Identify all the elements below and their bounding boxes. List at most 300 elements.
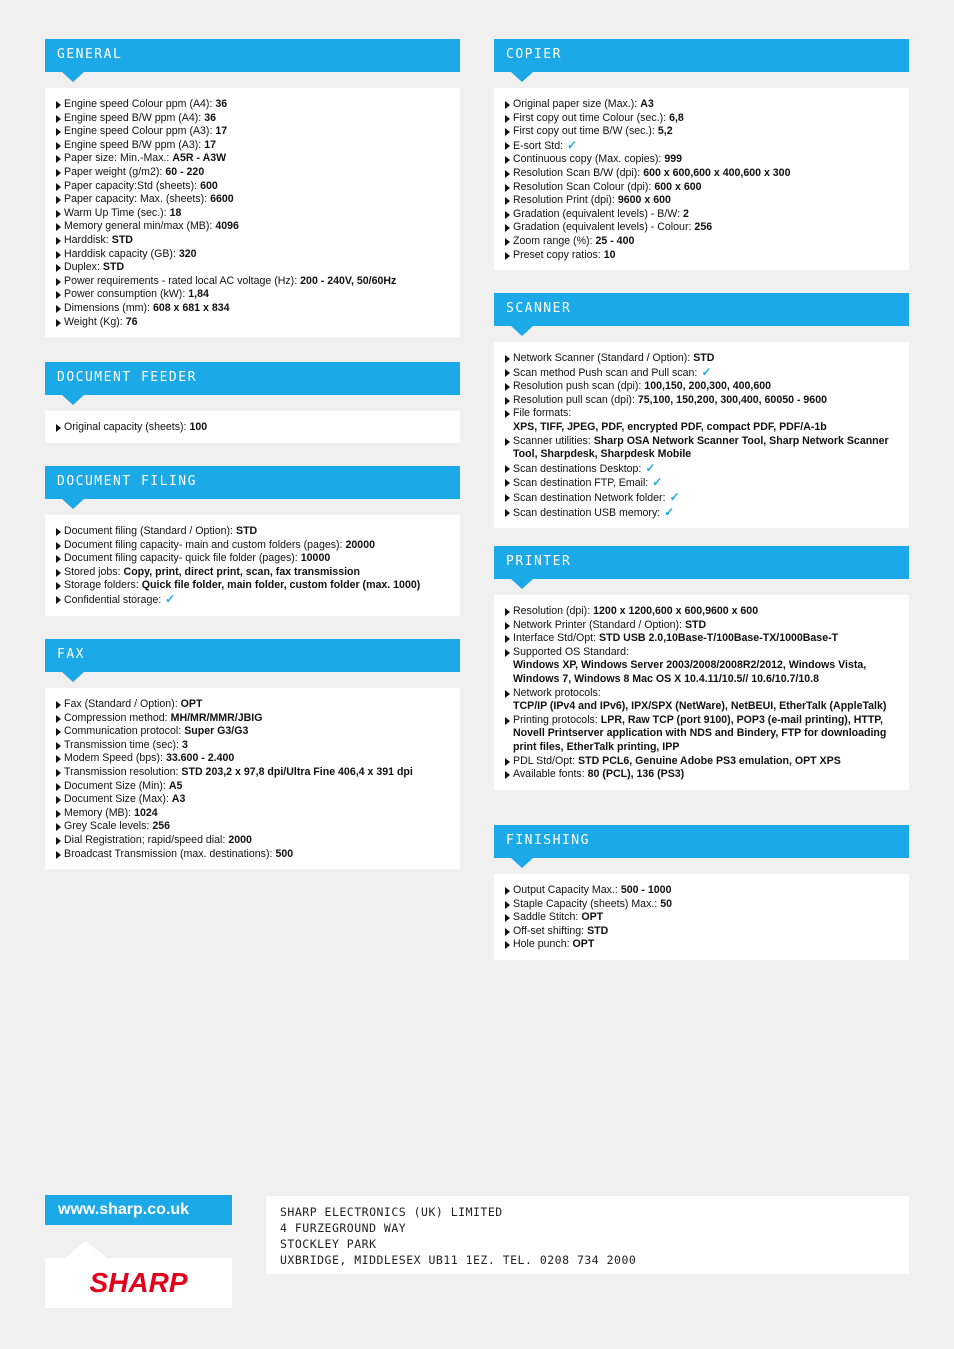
spec-label: E-sort Std: (513, 139, 564, 152)
spec-value: MH/MR/MMR/JBIG (170, 711, 263, 724)
spec-text (64, 566, 450, 580)
spec-value: 256 (152, 820, 171, 833)
checkmark-icon: ✓ (567, 137, 578, 152)
spec-label: Off-set shifting: (513, 924, 585, 937)
spec-value: STD (236, 525, 258, 537)
spec-label: Gradation (equivalent levels) - Colour: (513, 221, 692, 234)
spec-text (513, 139, 899, 154)
bullet-triangle-icon (55, 139, 64, 153)
bullet-triangle-icon (504, 125, 513, 139)
spec-value: 80 (PCL), 136 (PS3) (587, 768, 685, 781)
spec-label: Original capacity (sheets): (64, 421, 187, 433)
spec-value: 10000 (300, 552, 331, 565)
address-line: STOCKLEY PARK (280, 1237, 377, 1251)
spec-label: Confidential storage: (64, 593, 162, 606)
bullet-triangle-icon (55, 525, 64, 539)
spec-value: 33.600 - 2.400 (165, 752, 235, 765)
spec-text (513, 476, 899, 491)
spec-value: 6,8 (669, 111, 684, 124)
spec-text (64, 698, 450, 712)
spec-row (504, 687, 899, 714)
bullet-triangle-icon (504, 605, 513, 619)
spec-label: Warm Up Time (sec.): (64, 206, 167, 219)
spec-text (64, 834, 450, 848)
checkmark-icon: ✓ (645, 460, 656, 475)
spec-row (504, 249, 899, 263)
spec-row (55, 739, 450, 753)
bullet-triangle-icon (504, 714, 513, 755)
spec-row (504, 911, 899, 925)
spec-label: Hole punch: (513, 938, 570, 951)
spec-value: 2000 (228, 833, 252, 846)
spec-row (55, 539, 450, 553)
bullet-triangle-icon (55, 207, 64, 221)
spec-value: STD (684, 618, 707, 631)
bullet-triangle-icon (504, 208, 513, 222)
sharp-logo (45, 1258, 232, 1308)
spec-row (55, 780, 450, 794)
spec-text (64, 766, 450, 780)
spec-label: Power consumption (kW): (64, 288, 186, 301)
spec-text (513, 938, 899, 952)
spec-row (504, 380, 899, 394)
spec-text (64, 139, 450, 153)
spec-value: 500 (275, 847, 294, 860)
spec-text (64, 112, 450, 126)
spec-text (64, 193, 450, 207)
spec-value: 1024 (134, 806, 158, 819)
spec-row (504, 435, 899, 462)
spec-text (64, 848, 450, 862)
bullet-triangle-icon (504, 366, 513, 381)
spec-row (55, 316, 450, 330)
spec-value: 5,2 (657, 125, 673, 138)
spec-text (513, 181, 899, 195)
spec-row (55, 820, 450, 834)
spec-text (64, 725, 450, 739)
spec-label: Scan destinations Desktop: (513, 462, 642, 475)
spec-value: 36 (204, 111, 216, 124)
bullet-triangle-icon (55, 552, 64, 566)
spec-value: 608 x 681 x 834 (152, 301, 230, 314)
spec-list (45, 411, 460, 443)
bullet-triangle-icon (55, 539, 64, 553)
spec-label: Dimensions (mm): (64, 301, 150, 314)
spec-value: STD USB 2.0,10Base-T/100Base-TX/1000Base-T (599, 632, 839, 645)
spec-row (504, 394, 899, 408)
spec-row (55, 712, 450, 726)
bullet-triangle-icon (504, 139, 513, 154)
spec-label: Continuous copy (Max. copies): (513, 153, 662, 166)
bullet-triangle-icon (55, 248, 64, 262)
spec-text (64, 820, 450, 834)
bullet-triangle-icon (55, 848, 64, 862)
spec-value: STD (111, 233, 133, 246)
spec-label: Staple Capacity (sheets) Max.: (513, 897, 658, 910)
spec-value: 17 (204, 138, 216, 151)
spec-text (513, 352, 899, 366)
spec-row (504, 714, 899, 755)
checkmark-icon: ✓ (701, 364, 712, 379)
spec-row (55, 421, 450, 435)
spec-text (64, 539, 450, 553)
spec-label: Resolution push scan (dpi): (513, 380, 642, 393)
bullet-triangle-icon (504, 352, 513, 366)
spec-text (64, 579, 450, 593)
checkmark-icon: ✓ (652, 475, 663, 490)
section-general (45, 39, 460, 337)
section-header: DOCUMENT FILING (45, 466, 460, 499)
bullet-triangle-icon (504, 687, 513, 714)
spec-row (504, 925, 899, 939)
spec-label: Preset copy ratios: (513, 248, 601, 261)
bullet-triangle-icon (55, 579, 64, 593)
spec-row (55, 234, 450, 248)
spec-row (55, 552, 450, 566)
bullet-triangle-icon (55, 566, 64, 580)
spec-text (513, 435, 899, 462)
bullet-triangle-icon (504, 235, 513, 249)
spec-value: A3 (640, 98, 654, 110)
spec-row (55, 698, 450, 712)
spec-label: Printing protocols: (513, 713, 598, 726)
spec-text (513, 194, 899, 208)
spec-text (64, 780, 450, 794)
checkmark-icon: ✓ (165, 591, 176, 606)
bullet-triangle-icon (55, 166, 64, 180)
spec-text (64, 712, 450, 726)
bullet-triangle-icon (504, 181, 513, 195)
bullet-triangle-icon (504, 506, 513, 521)
spec-text (513, 911, 899, 925)
spec-label: Stored jobs: (64, 565, 121, 578)
bullet-triangle-icon (55, 834, 64, 848)
bullet-triangle-icon (55, 302, 64, 316)
spec-label: Document filing (Standard / Option): (64, 525, 233, 537)
spec-text (513, 125, 899, 139)
spec-list (494, 88, 909, 270)
spec-label: Scan destination USB memory: (513, 506, 661, 519)
spec-label: Original paper size (Max.): (513, 98, 638, 110)
bullet-triangle-icon (504, 938, 513, 952)
spec-value: 18 (169, 206, 182, 219)
spec-value: 3 (181, 738, 188, 751)
spec-label: Fax (Standard / Option): (64, 698, 178, 710)
spec-text (513, 925, 899, 939)
checkmark-icon: ✓ (664, 504, 675, 519)
spec-label: File formats: (513, 407, 572, 420)
spec-value: LPR, Raw TCP (port 9100), POP3 (e-mail printing), HTTP, Novell Printserver application with NDS and Bindery, FTP for downloading print files, EtherTalk printing, IPP (513, 713, 887, 753)
bullet-triangle-icon (504, 898, 513, 912)
spec-row (504, 619, 899, 633)
spec-row (55, 725, 450, 739)
bullet-triangle-icon (504, 435, 513, 462)
bullet-triangle-icon (55, 275, 64, 289)
spec-label: Available fonts: (513, 768, 585, 781)
spec-text (64, 793, 450, 807)
spec-row (504, 884, 899, 898)
spec-label: Resolution Print (dpi): (513, 194, 615, 207)
checkmark-icon: ✓ (669, 489, 680, 504)
spec-row (55, 220, 450, 234)
spec-value: 17 (215, 125, 228, 138)
spec-row (504, 755, 899, 769)
spec-row (504, 462, 899, 477)
bullet-triangle-icon (504, 98, 513, 112)
spec-label: Resolution (dpi): (513, 605, 591, 617)
address-line: SHARP ELECTRONICS (UK) LIMITED (280, 1205, 503, 1219)
spec-value: OPT (572, 938, 595, 951)
spec-label: Output Capacity Max.: (513, 884, 618, 896)
spec-text (64, 807, 450, 821)
website-link[interactable]: www.sharp.co.uk (45, 1195, 232, 1225)
spec-row (504, 491, 899, 506)
section-header: GENERAL (45, 39, 460, 72)
spec-row (504, 476, 899, 491)
section-copier (494, 39, 909, 270)
bullet-triangle-icon (504, 380, 513, 394)
spec-row (504, 181, 899, 195)
bullet-triangle-icon (504, 221, 513, 235)
spec-label: Network protocols: (513, 686, 601, 699)
spec-label: Paper capacity:Std (sheets): (64, 179, 198, 192)
spec-text (64, 421, 450, 435)
spec-value: 76 (125, 315, 138, 328)
spec-label: Storage folders: (64, 579, 139, 592)
spec-label: Network Scanner (Standard / Option): (513, 352, 691, 364)
spec-list (494, 874, 909, 960)
spec-value: 10 (603, 248, 616, 261)
spec-row (55, 525, 450, 539)
spec-label: Engine speed Colour ppm (A3): (64, 125, 213, 138)
bullet-triangle-icon (504, 925, 513, 939)
spec-row (504, 768, 899, 782)
spec-label: Power requirements - rated local AC voltage (Hz): (64, 274, 298, 287)
spec-value: STD (102, 261, 125, 274)
section-document-feeder (45, 362, 460, 443)
spec-row (55, 112, 450, 126)
spec-value: 36 (215, 98, 228, 110)
spec-row (504, 221, 899, 235)
bullet-triangle-icon (504, 911, 513, 925)
spec-label: First copy out time Colour (sec.): (513, 111, 667, 124)
bullet-triangle-icon (504, 112, 513, 126)
spec-list (45, 88, 460, 337)
spec-value: STD (587, 924, 609, 937)
spec-label: Modem Speed (bps): (64, 752, 163, 765)
spec-text (64, 261, 450, 275)
spec-value: XPS, TIFF, JPEG, PDF, encrypted PDF, compact PDF, PDF/A-1b (513, 420, 827, 433)
spec-row (55, 248, 450, 262)
spec-text (513, 506, 899, 521)
spec-text (513, 394, 899, 408)
bullet-triangle-icon (55, 752, 64, 766)
spec-text (64, 180, 450, 194)
spec-row (55, 261, 450, 275)
section-printer (494, 546, 909, 790)
spec-row (504, 352, 899, 366)
section-header: FAX (45, 639, 460, 672)
spec-text (64, 752, 450, 766)
spec-row (504, 194, 899, 208)
bullet-triangle-icon (504, 153, 513, 167)
spec-row (55, 793, 450, 807)
spec-row (504, 506, 899, 521)
spec-value: 2 (683, 207, 689, 220)
spec-row (55, 848, 450, 862)
spec-row (55, 193, 450, 207)
bullet-triangle-icon (504, 394, 513, 408)
bullet-triangle-icon (55, 261, 64, 275)
spec-list (494, 595, 909, 790)
spec-text (513, 98, 899, 112)
spec-row (55, 180, 450, 194)
bullet-triangle-icon (504, 768, 513, 782)
company-address (266, 1196, 909, 1274)
spec-value: 1200 x 1200,600 x 600,9600 x 600 (593, 605, 759, 617)
bullet-triangle-icon (504, 407, 513, 434)
spec-text (64, 552, 450, 566)
spec-label: Engine speed Colour ppm (A4): (64, 98, 213, 110)
spec-row (55, 166, 450, 180)
spec-label: Scan destination Network folder: (513, 491, 666, 504)
spec-value: 50 (660, 897, 673, 910)
spec-value: A3 (171, 793, 186, 806)
spec-row (55, 593, 450, 608)
spec-row (504, 938, 899, 952)
spec-label: Saddle Stitch: (513, 911, 579, 924)
spec-label: Interface Std/Opt: (513, 632, 597, 645)
bullet-triangle-icon (55, 421, 64, 435)
spec-value: 75,100, 150,200, 300,400, 60050 - 9600 (637, 393, 827, 406)
spec-row (55, 834, 450, 848)
address-line: 4 FURZEGROUND WAY (280, 1221, 407, 1235)
spec-label: PDL Std/Opt: (513, 754, 576, 767)
spec-value: OPT (581, 911, 604, 924)
spec-row (55, 125, 450, 139)
bullet-triangle-icon (55, 125, 64, 139)
spec-row (55, 302, 450, 316)
spec-row (504, 153, 899, 167)
bullet-triangle-icon (55, 112, 64, 126)
spec-row (55, 566, 450, 580)
spec-label: Weight (Kg): (64, 315, 123, 328)
spec-value: 100 (189, 421, 208, 433)
spec-label: Duplex: (64, 261, 100, 274)
section-header: PRINTER (494, 546, 909, 579)
spec-text (64, 166, 450, 180)
spec-label: Harddisk capacity (GB): (64, 247, 176, 260)
spec-value: 4096 (215, 220, 239, 233)
spec-text (64, 275, 450, 289)
bullet-triangle-icon (55, 288, 64, 302)
spec-text (64, 98, 450, 112)
bullet-triangle-icon (55, 820, 64, 834)
spec-value: 600 (200, 179, 218, 192)
bullet-triangle-icon (504, 167, 513, 181)
spec-label: Harddisk: (64, 233, 109, 246)
spec-label: Memory (MB): (64, 806, 132, 819)
spec-label: Transmission time (sec): (64, 738, 179, 751)
bullet-triangle-icon (504, 646, 513, 687)
spec-label: Resolution pull scan (dpi): (513, 393, 635, 406)
spec-label: Scan method Push scan and Pull scan: (513, 366, 698, 379)
spec-row (55, 752, 450, 766)
spec-text (513, 249, 899, 263)
section-fax (45, 639, 460, 869)
spec-value: 256 (694, 221, 713, 234)
spec-text (64, 207, 450, 221)
spec-text (64, 220, 450, 234)
spec-label: Resolution Scan Colour (dpi): (513, 180, 652, 193)
spec-label: Paper weight (g/m2): (64, 165, 163, 178)
spec-row (55, 152, 450, 166)
section-header: FINISHING (494, 825, 909, 858)
section-header: DOCUMENT FEEDER (45, 362, 460, 395)
spec-row (504, 125, 899, 139)
spec-text (513, 407, 899, 434)
spec-text (64, 248, 450, 262)
spec-row (504, 605, 899, 619)
spec-value: OPT (180, 698, 203, 710)
section-document-filing (45, 466, 460, 616)
spec-text (513, 208, 899, 222)
spec-label: Communication protocol: (64, 725, 182, 738)
bullet-triangle-icon (55, 193, 64, 207)
spec-row (504, 235, 899, 249)
spec-text (513, 884, 899, 898)
logo-text: SHARP (89, 1267, 188, 1298)
spec-row (55, 766, 450, 780)
bullet-triangle-icon (504, 619, 513, 633)
spec-value: Quick file folder, main folder, custom folder (max. 1000) (141, 579, 421, 592)
spec-row (55, 98, 450, 112)
spec-value: Sharp OSA Network Scanner Tool, Sharp Network Scanner Tool, Sharpdesk, Sharpdesk Mobile (513, 434, 889, 461)
spec-text (64, 152, 450, 166)
bullet-triangle-icon (55, 220, 64, 234)
spec-list (45, 688, 460, 869)
spec-value: TCP/IP (IPv4 and IPv6), IPX/SPX (NetWare), NetBEUI, EtherTalk (AppleTalk) (513, 700, 887, 713)
spec-text (513, 768, 899, 782)
spec-text (513, 632, 899, 646)
bullet-triangle-icon (55, 712, 64, 726)
section-header: COPIER (494, 39, 909, 72)
spec-text (513, 714, 899, 755)
spec-value: Super G3/G3 (184, 725, 249, 738)
spec-text (64, 593, 450, 608)
spec-label: First copy out time B/W (sec.): (513, 125, 655, 138)
spec-label: Zoom range (%): (513, 234, 593, 247)
spec-row (504, 139, 899, 154)
bullet-triangle-icon (504, 491, 513, 506)
spec-row (504, 366, 899, 381)
spec-row (504, 167, 899, 181)
spec-text (513, 491, 899, 506)
spec-value: 999 (664, 153, 683, 166)
spec-value: A5R - A3W (172, 152, 227, 165)
spec-label: Broadcast Transmission (max. destinations): (64, 847, 273, 860)
spec-row (504, 898, 899, 912)
spec-row (504, 407, 899, 434)
spec-text (513, 366, 899, 381)
spec-text (513, 605, 899, 619)
section-scanner (494, 293, 909, 528)
spec-text (64, 316, 450, 330)
spec-text (513, 687, 899, 714)
spec-value: 1,84 (188, 288, 209, 301)
spec-text (513, 380, 899, 394)
spec-value: 200 - 240V, 50/60Hz (300, 274, 397, 287)
